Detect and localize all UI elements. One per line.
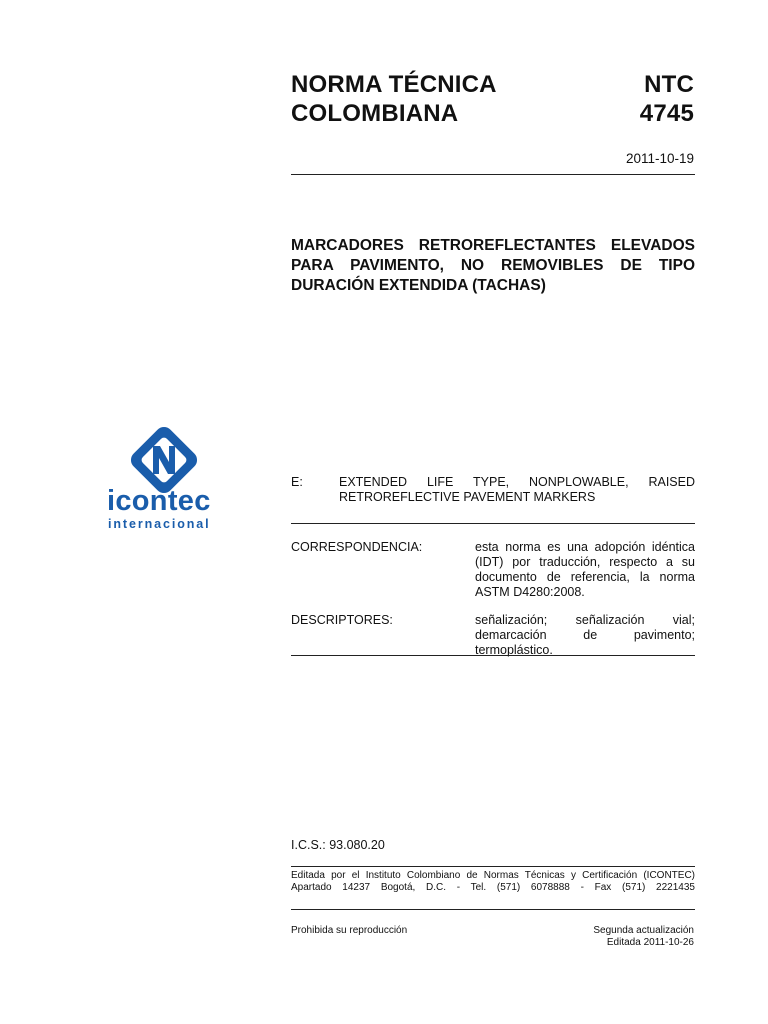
ics-divider: [291, 866, 695, 867]
correspondencia-line-1: esta norma es una adopción idéntica: [475, 540, 695, 554]
descriptores-line-2: demarcación de pavimento;: [475, 628, 695, 642]
descriptores-line-1: señalización; señalización vial;: [475, 613, 695, 627]
publisher-line-1: Editada por el Instituto Colombiano de Normas Técnicas y Certificación (ICONTEC): [291, 870, 695, 881]
section-divider-bottom: [291, 655, 695, 656]
standard-title-line-3: DURACIÓN EXTENDIDA (TACHAS): [291, 277, 546, 294]
icontec-logo: [108, 422, 218, 532]
standard-code-prefix: NTC: [644, 71, 694, 98]
descriptores-label: DESCRIPTORES:: [291, 613, 393, 627]
english-title: [339, 475, 695, 505]
title-line-2: COLOMBIANA: [291, 100, 459, 127]
reproduction-notice: Prohibida su reproducción: [291, 925, 408, 936]
title-line-1: NORMA TÉCNICA: [291, 71, 497, 98]
publisher-divider: [291, 909, 695, 910]
standard-title: [291, 236, 695, 296]
correspondencia-line-4: ASTM D4280:2008.: [475, 585, 585, 599]
standard-title-line-1: MARCADORES RETROREFLECTANTES ELEVADOS: [291, 237, 695, 254]
correspondencia-text: [475, 540, 695, 600]
correspondencia-label: CORRESPONDENCIA:: [291, 540, 423, 554]
descriptores-text: [475, 613, 695, 658]
edition-line-1: Segunda actualización: [593, 925, 694, 936]
english-title-line-1: EXTENDED LIFE TYPE, NONPLOWABLE, RAISED: [339, 475, 695, 489]
ics-code: I.C.S.: 93.080.20: [291, 838, 385, 852]
correspondencia-line-3: documento de referencia, la norma: [475, 570, 695, 584]
descriptores-line-3: termoplástico.: [475, 643, 553, 657]
standard-code-number: 4745: [639, 100, 694, 127]
standard-title-line-2: PARA PAVIMENTO, NO REMOVIBLES DE TIPO: [291, 257, 695, 274]
edition-line-2: Editada 2011-10-26: [606, 937, 694, 948]
logo-brand-name: icontec: [107, 485, 211, 517]
publication-date: 2011-10-19: [625, 151, 694, 166]
logo-tagline: internacional: [108, 517, 211, 531]
english-title-line-2: RETROREFLECTIVE PAVEMENT MARKERS: [339, 490, 596, 504]
section-divider-top: [291, 523, 695, 524]
publisher-info: [291, 870, 695, 894]
edition-info: [593, 925, 694, 949]
correspondencia-line-2: (IDT) por traducción, respecto a su: [475, 555, 695, 569]
publisher-line-2: Apartado 14237 Bogotá, D.C. - Tel. (571) 6078888 - Fax (571) 2221435: [291, 882, 695, 893]
english-title-label: E:: [291, 475, 303, 489]
header-divider: [291, 174, 695, 175]
